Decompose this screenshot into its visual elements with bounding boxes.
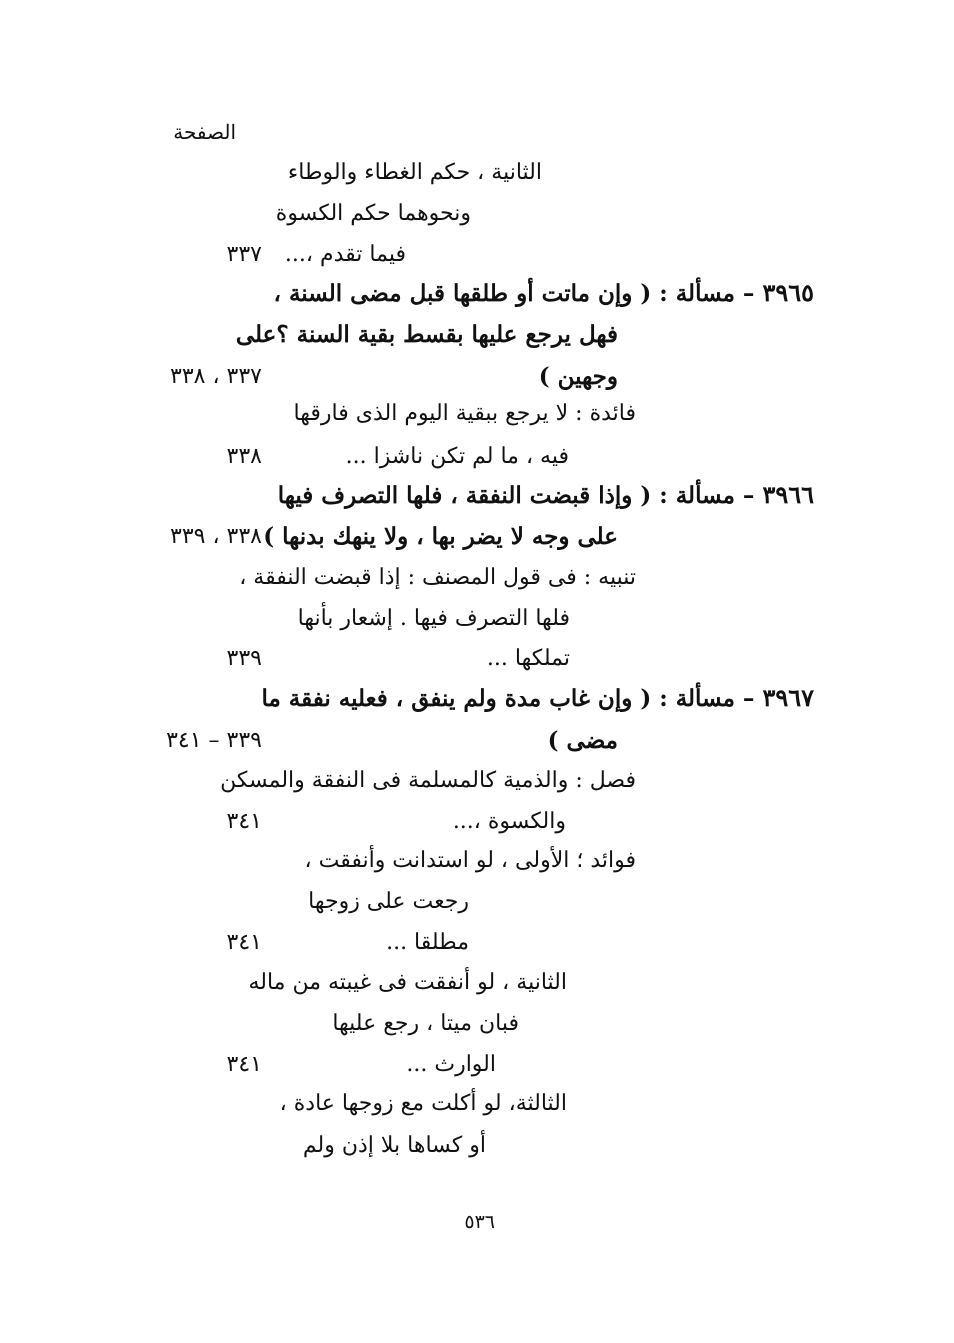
- entry-line: مطلقا ...: [386, 930, 469, 955]
- masala-number: ٣٩٦٦: [762, 480, 814, 509]
- entry-line: فيه ، ما لم تكن ناشزا ...: [345, 444, 569, 469]
- entry-line: فائدة : لا يرجع ببقية اليوم الذى فارقها: [293, 401, 636, 426]
- entry-line: أو كساها بلا إذن ولم: [302, 1133, 486, 1158]
- masala-number: ٣٩٦٧: [762, 683, 814, 712]
- entry-line: مضى ): [547, 727, 618, 754]
- entry-line: ونحوهما حكم الكسوة: [275, 201, 471, 226]
- page-ref: ٣٤١: [226, 1052, 262, 1077]
- page-number: ٥٣٦: [464, 1211, 495, 1233]
- entry-line: الثانية ، حكم الغطاء والوطاء: [287, 160, 542, 185]
- entry-lead: [278, 480, 814, 511]
- entry-line: فهل يرجع عليها بقسط بقية السنة ؟على: [235, 321, 618, 348]
- entry-line: فيما تقدم ،...: [284, 242, 406, 267]
- entry-line: فلها التصرف فيها . إشعار بأنها: [297, 606, 570, 631]
- page-header-label: الصفحة: [173, 120, 236, 144]
- page-ref: ٣٤١: [226, 809, 262, 834]
- masala-lead-text: – مسألة : ( وإذا قبضت النفقة ، فلها التصرف فيها: [277, 482, 755, 509]
- entry-line: تنبيه : فى قول المصنف : إذا قبضت النفقة ،: [239, 565, 636, 590]
- page-ref: ٣٣٨: [226, 444, 262, 469]
- entry-line: الثالثة، لو أكلت مع زوجها عادة ،: [279, 1091, 567, 1116]
- entry-line: الثانية ، لو أنفقت فى غيبته من ماله: [248, 970, 567, 995]
- masala-number: ٣٩٦٥: [762, 278, 814, 307]
- entry-line: فصل : والذمية كالمسلمة فى النفقة والمسكن: [220, 768, 636, 793]
- masala-lead-text: – مسألة : ( وإن ماتت أو طلقها قبل مضى السنة ،: [273, 280, 755, 307]
- entry-line: والكسوة ،...: [452, 809, 566, 834]
- entry-line: الوارث ...: [406, 1052, 496, 1077]
- entry-line: وجهين ): [538, 363, 618, 390]
- page-ref: ٣٣٨ ، ٣٣٩: [170, 524, 262, 549]
- page-ref: ٣٣٧: [226, 242, 262, 267]
- page-ref: ٣٣٩: [226, 646, 262, 671]
- page-ref: ٣٣٩ – ٣٤١: [166, 728, 262, 753]
- entry-lead: [261, 683, 814, 714]
- masala-lead-text: – مسألة : ( وإن غاب مدة ولم ينفق ، فعليه نفقة ما: [261, 685, 755, 712]
- entry-line: تملكها ...: [486, 646, 570, 671]
- page-ref: ٣٤١: [226, 930, 262, 955]
- entry-line: فبان ميتا ، رجع عليها: [332, 1011, 519, 1036]
- page-ref: ٣٣٧ ، ٣٣٨: [170, 364, 262, 389]
- entry-line: فوائد ؛ الأولى ، لو استدانت وأنفقت ،: [304, 848, 636, 873]
- entry-lead: [274, 278, 814, 309]
- entry-line: على وجه لا يضر بها ، ولا ينهك بدنها ): [263, 523, 618, 550]
- entry-line: رجعت على زوجها: [308, 889, 469, 914]
